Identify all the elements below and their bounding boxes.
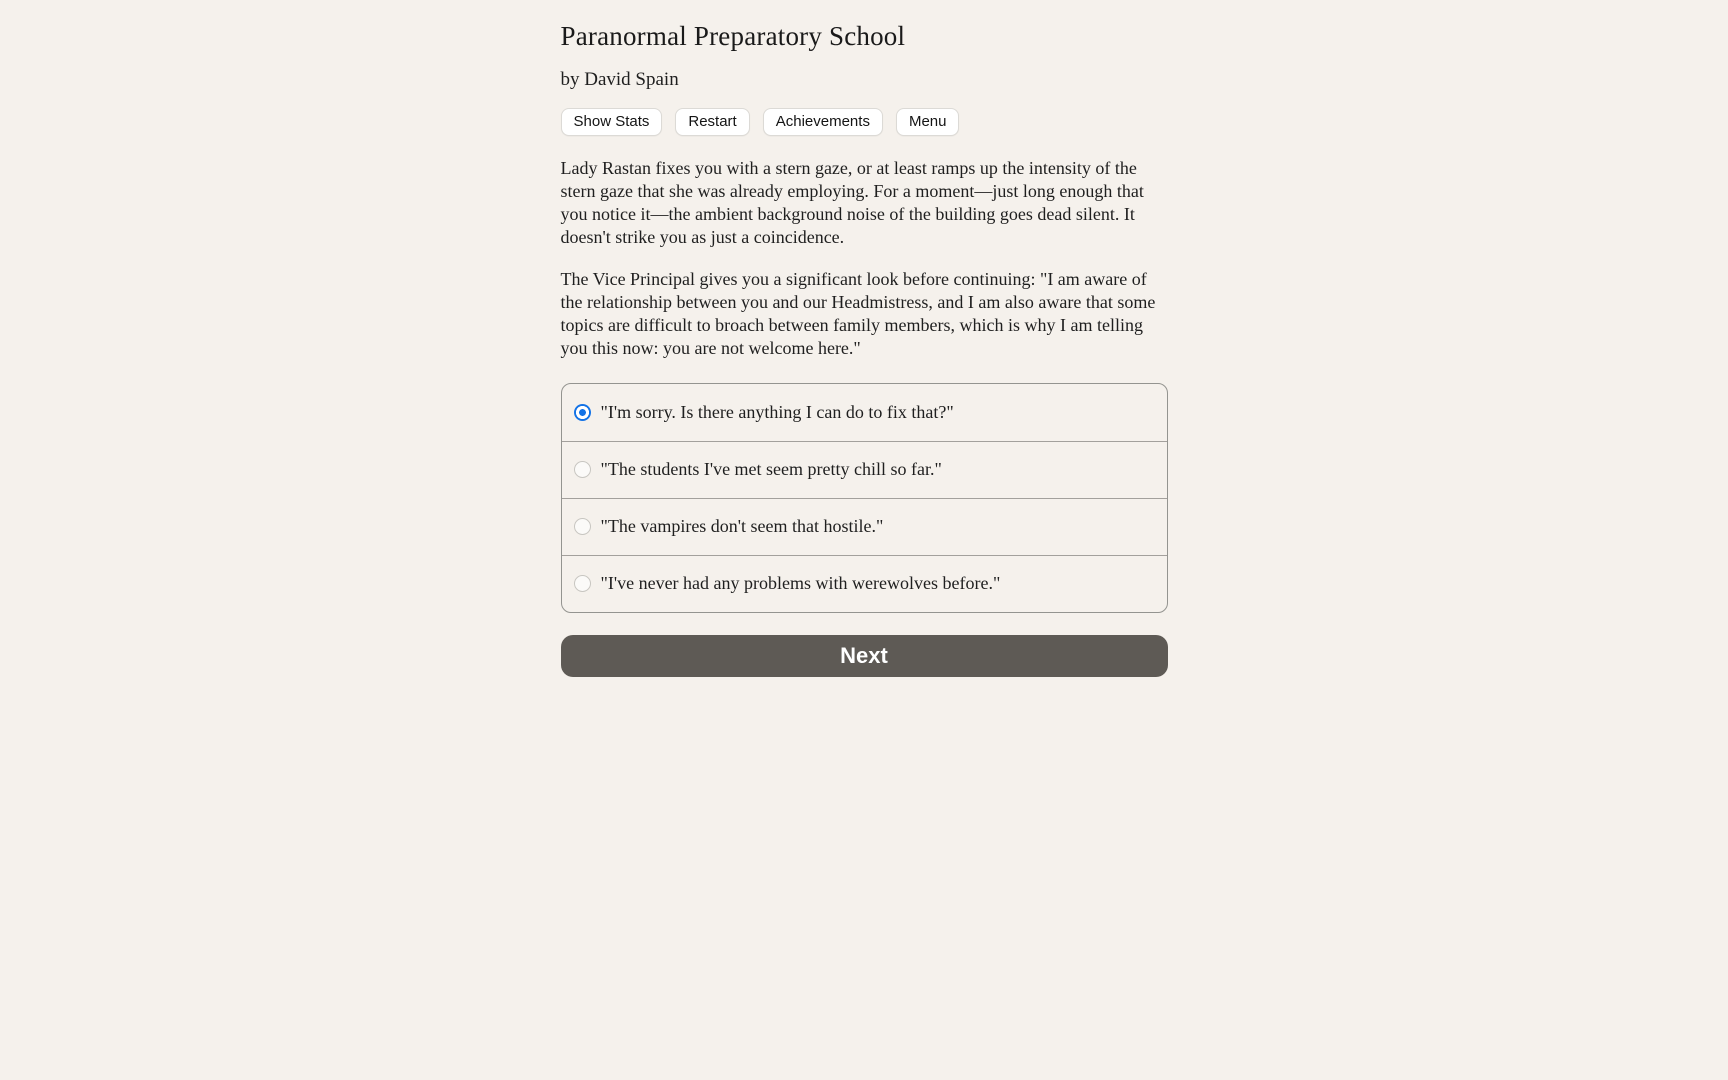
radio-button-icon[interactable] (574, 461, 591, 478)
choice-label: "I've never had any problems with werewolves before." (600, 573, 1001, 594)
radio-button-icon[interactable] (574, 404, 591, 421)
choice-option[interactable] (562, 555, 1167, 612)
author-byline: by David Spain (560, 68, 679, 90)
radio-button-icon[interactable] (574, 518, 591, 535)
choice-option[interactable] (562, 498, 1167, 555)
game-page (561, 0, 1168, 677)
choice-label: "I'm sorry. Is there anything I can do to fix that?" (600, 401, 954, 422)
radio-button-icon[interactable] (574, 575, 591, 592)
toolbar (561, 108, 1168, 136)
achievements-button[interactable]: Achievements (763, 108, 883, 136)
restart-button[interactable]: Restart (675, 108, 749, 136)
next-button[interactable]: Next (561, 635, 1168, 677)
show-stats-button[interactable]: Show Stats (561, 108, 663, 136)
choice-label: "The students I've met seem pretty chill so far." (600, 459, 942, 480)
choice-option[interactable] (562, 384, 1167, 441)
story-text (561, 157, 1168, 360)
page-title: Paranormal Preparatory School (560, 21, 906, 51)
choice-list (561, 383, 1168, 613)
menu-button[interactable]: Menu (896, 108, 960, 136)
choice-label: "The vampires don't seem that hostile." (600, 516, 884, 537)
story-paragraph: The Vice Principal gives you a significant look before continuing: "I am aware of the relationship between you and our Headmistress, and I am also aware that some topics are difficult to broach between family members, which is why I am telling you this now: you are not welcome here." (560, 268, 1156, 358)
choice-option[interactable] (562, 441, 1167, 498)
story-paragraph: Lady Rastan fixes you with a stern gaze, or at least ramps up the intensity of the stern gaze that she was already employing. For a moment—just long enough that you notice it—the ambient background noise of the building goes dead silent. It doesn't strike you as just a coincidence. (560, 157, 1144, 247)
